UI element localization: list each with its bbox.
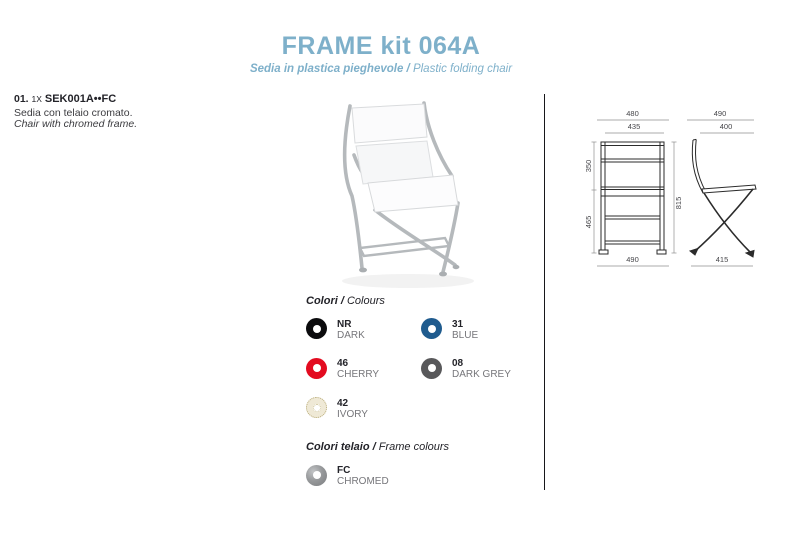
dim-side-depth-base: 415 (715, 255, 729, 264)
product-code: SEK001A••FC (44, 93, 117, 105)
swatch-name: CHROMED (337, 476, 389, 487)
dim-front-width-base: 490 (626, 255, 639, 264)
color-swatch-nr (306, 318, 421, 341)
swatch-dot-ivory (306, 397, 327, 418)
product-description-english: Chair with chromed frame. (14, 118, 138, 130)
colors-section-title: Colori / Colours (306, 295, 385, 307)
dim-front-height-seat: 465 (584, 215, 593, 229)
swatch-code: 42 (337, 397, 349, 409)
swatch-dot-dark (306, 318, 327, 339)
swatch-code: 08 (452, 358, 464, 369)
swatch-dot-chromed (306, 465, 327, 486)
dim-front-height-total: 815 (674, 196, 683, 210)
page-title: FRAME kit 064A (281, 32, 481, 60)
dim-side-depth-seat: 400 (719, 122, 733, 131)
dim-front-height-back-upper: 350 (584, 159, 593, 173)
swatch-name: CHERRY (337, 369, 380, 380)
swatch-code: NR (337, 318, 352, 330)
page-header (0, 33, 762, 75)
product-info (14, 94, 224, 131)
dim-side-depth-top: 490 (713, 109, 727, 118)
product-index: 01. (14, 93, 29, 105)
side-view-drawing (687, 109, 756, 266)
product-code-line (14, 94, 224, 106)
swatch-name: DARK (337, 329, 365, 341)
swatch-code: FC (337, 465, 351, 476)
color-swatch-fc (306, 465, 541, 488)
dim-front-width-top: 480 (626, 109, 639, 118)
chair-photo (330, 100, 490, 295)
colors-section (306, 295, 541, 487)
frame-colors-section-title: Colori telaio / Frame colours (306, 440, 450, 453)
technical-drawings (583, 103, 783, 278)
swatch-dot-dark-grey (421, 358, 442, 379)
swatch-name: IVORY (337, 408, 368, 420)
subtitle-italian: Sedia in plastica pieghevole (249, 63, 404, 75)
product-description-italian: Sedia con telaio cromato. (14, 106, 133, 119)
subtitle-english: Plastic folding chair (412, 63, 513, 75)
color-swatch-grid (306, 318, 541, 420)
color-swatch-31 (421, 318, 541, 341)
color-swatch-46 (306, 358, 421, 381)
front-view-drawing (584, 109, 683, 266)
swatch-name: BLUE (452, 329, 479, 341)
color-swatch-08 (421, 358, 541, 381)
swatch-name: DARK GREY (452, 369, 511, 380)
page-subtitle (0, 63, 762, 75)
swatch-dot-cherry (306, 358, 327, 379)
dim-front-width-backrest: 435 (627, 122, 641, 131)
product-quantity: 1X (31, 94, 42, 104)
vertical-divider (544, 94, 545, 490)
color-swatch-42 (306, 397, 421, 420)
swatch-code: 46 (337, 358, 349, 369)
swatch-dot-blue (421, 318, 442, 339)
swatch-code: 31 (452, 318, 464, 330)
subtitle-separator: / (403, 63, 413, 75)
